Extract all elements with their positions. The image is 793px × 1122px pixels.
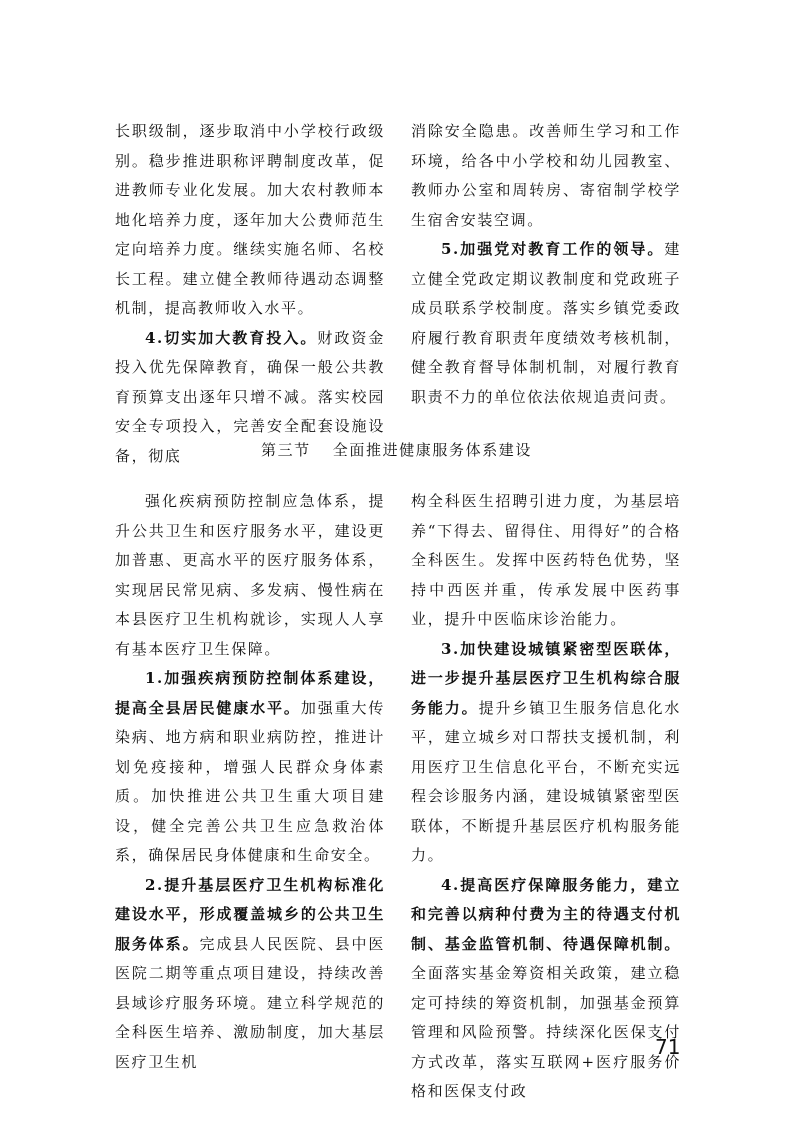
paragraph bbox=[115, 487, 385, 664]
paragraph-text: 消除安全隐患。改善师生学习和工作环境，给各中小学校和幼儿园教室、教师办公室和周转房、寄宿制学校学生宿舍安装空调。 bbox=[411, 122, 681, 229]
section-number: 第三节 bbox=[260, 441, 311, 459]
text-column-bottom-right bbox=[411, 487, 681, 1107]
paragraph bbox=[411, 635, 681, 871]
page-number: 71 bbox=[655, 1035, 681, 1059]
section-heading bbox=[0, 439, 793, 460]
paragraph bbox=[115, 664, 385, 871]
paragraph bbox=[115, 871, 385, 1078]
paragraph-text: 加强重大传染病、地方病和职业病防控，推进计划免疫接种，增强人民群众身体素质。加快推进公共卫生重大项目建设，健全完善公共卫生应急救治体系，确保居民身体健康和生命安全。 bbox=[115, 698, 385, 864]
paragraph-text: 长职级制，逐步取消中小学校行政级别。稳步推进职称评聘制度改革，促进教师专业化发展。加大农村教师本地化培养力度，逐年加大公费师范生定向培养力度。继续实施名师、名校长工程。建立健全教师待遇动态调整机制，提高教师收入水平。 bbox=[115, 122, 385, 317]
text-column-top-left bbox=[115, 117, 385, 471]
paragraph-text: 建立健全党政定期议教制度和党政班子成员联系学校制度。落实乡镇党委政府履行教育职责年度绩效考核机制，健全教育督导体制机制，对履行教育职责不力的单位依法依规追责问责。 bbox=[411, 240, 681, 406]
paragraph-text: 全面落实基金筹资相关政策，建立稳定可持续的筹资机制，加强基金预算管理和风险预警。持续深化医保支付方式改革，落实互联网+医疗服务价格和医保支付政 bbox=[411, 964, 681, 1100]
paragraph-heading: 4.切实加大教育投入。 bbox=[145, 328, 318, 347]
paragraph bbox=[411, 235, 681, 412]
paragraph-text: 构全科医生招聘引进力度，为基层培养“下得去、留得住、用得好”的合格全科医生。发挥中医药特色优势，坚持中西医并重，传承发展中医药事业，提升中医临床诊治能力。 bbox=[411, 492, 681, 628]
paragraph bbox=[411, 117, 681, 235]
text-column-top-right bbox=[411, 117, 681, 412]
paragraph-text: 强化疾病预防控制应急体系，提升公共卫生和医疗服务水平，建设更加普惠、更高水平的医疗服务体系，实现居民常见病、多发病、慢性病在本县医疗卫生机构就诊，实现人人享有基本医疗卫生保障。 bbox=[115, 492, 385, 658]
paragraph-text: 完成县人民医院、县中医医院二期等重点项目建设，持续改善县域诊疗服务环境。建立科学规范的全科医生培养、激励制度，加大基层医疗卫生机 bbox=[115, 934, 385, 1071]
paragraph-text: 财政资金投入优先保障教育，确保一般公共教育预算支出逐年只增不减。落实校园安全专项投入，完善安全配套设施设备，彻底 bbox=[115, 328, 385, 465]
paragraph-heading: 2.提升基层医疗卫生机构标准化建设水平，形成覆盖城乡的公共卫生服务体系。 bbox=[115, 875, 385, 953]
text-column-bottom-left bbox=[115, 487, 385, 1077]
paragraph-heading: 4.提高医疗保障服务能力，建立和完善以病种付费为主的待遇支付机制、基金监管机制、待遇保障机制。 bbox=[411, 875, 681, 953]
paragraph bbox=[411, 487, 681, 635]
paragraph-heading: 5.加强党对教育工作的领导。 bbox=[441, 240, 665, 258]
paragraph bbox=[115, 117, 385, 324]
paragraph-text: 提升乡镇卫生服务信息化水平，建立城乡对口帮扶支援机制，利用医疗卫生信息化平台，不断充实远程会诊服务内涵，建设城镇紧密型医联体，不断提升基层医疗机构服务能力。 bbox=[411, 698, 681, 864]
paragraph-heading: 1.加强疾病预防控制体系建设，提高全县居民健康水平。 bbox=[115, 669, 385, 717]
section-title: 全面推进健康服务体系建设 bbox=[332, 441, 532, 459]
paragraph bbox=[411, 871, 681, 1107]
paragraph-heading: 3.加快建设城镇紧密型医联体，进一步提升基层医疗卫生机构综合服务能力。 bbox=[411, 639, 681, 717]
